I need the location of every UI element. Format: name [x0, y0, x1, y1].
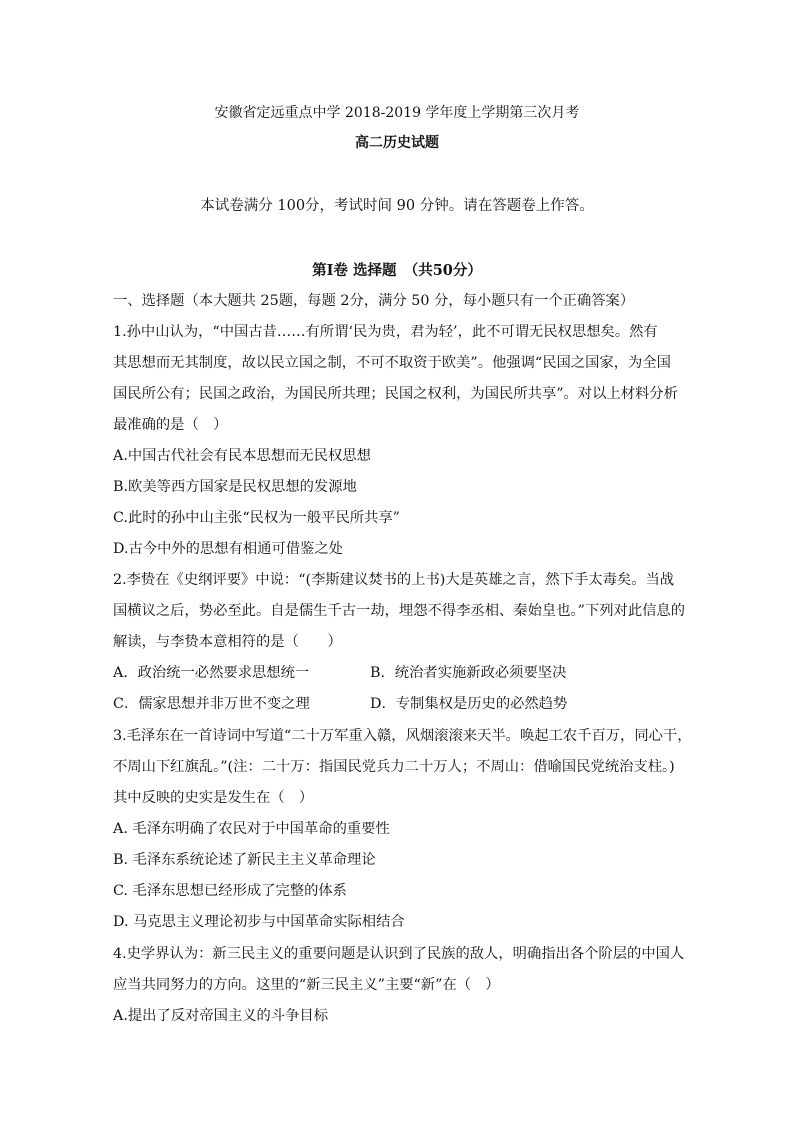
question-1-option-b: B.欧美等西方国家是民权思想的发源地	[113, 479, 357, 495]
section-heading: 第Ⅰ卷 选择题 （共50分）	[312, 262, 482, 279]
page-title: 安徽省定远重点中学 2018-2019 学年度上学期第三次月考	[214, 105, 580, 121]
exam-notice: 本试卷满分 100分，考试时间 90 分钟。请在答题卷上作答。	[200, 198, 594, 214]
question-3-option-b: B. 毛泽东系统论述了新民主主义革命理论	[113, 852, 376, 868]
question-2-option-b: B．统治者实施新政必须要坚决	[370, 665, 567, 681]
question-4-stem-line: 4.史学界认为：新三民主义的重要问题是认识到了民族的敌人，明确指出各个阶层的中国人	[113, 946, 685, 962]
question-2-option-d: D．专制集权是历史的必然趋势	[370, 696, 568, 712]
question-4-stem-line: 应当共同努力的方向。这里的“新三民主义”主要“新”在（ ）	[113, 977, 500, 993]
question-3-option-c: C. 毛泽东思想已经形成了完整的体系	[113, 883, 347, 899]
question-2-option-c: C．儒家思想并非万世不变之理	[113, 696, 310, 712]
question-1-stem-line: 1.孙中山认为，“中国古昔……有所谓‘民为贵，君为轻’，此不可谓无民权思想矣。然有	[113, 324, 658, 340]
question-1-option-c: C.此时的孙中山主张“民权为一般平民所共享”	[113, 510, 400, 526]
question-2-option-a: A．政治统一必然要求思想统一	[113, 665, 310, 681]
question-3-option-d: D. 马克思主义理论初步与中国革命实际相结合	[113, 914, 405, 930]
question-3-stem-line: 3.毛泽东在一首诗词中写道“二十万军重入赣，风烟滚滚来天半。唤起工农千百万，同心干，	[113, 728, 692, 744]
question-1-stem-line: 国民所公有；民国之政治，为国民所共理；民国之权利，为国民所共享”。对以上材料分析	[113, 386, 678, 402]
question-2-stem-line: 2.李贽在《史纲评要》中说：“(李斯建议焚书的上书)大是英雄之言，然下手太毒矣。当战	[113, 572, 675, 588]
question-4-option-a: A.提出了反对帝国主义的斗争目标	[113, 1008, 329, 1024]
section-instructions: 一、选择题（本大题共 25题，每题 2分，满分 50 分，每小题只有一个正确答案）	[113, 293, 635, 309]
question-1-option-d: D.古今中外的思想有相通可借鉴之处	[113, 541, 343, 557]
page-subtitle: 高二历史试题	[355, 135, 439, 151]
question-1-option-a: A.中国古代社会有民本思想而无民权思想	[113, 448, 371, 464]
question-3-stem-line: 不周山下红旗乱。”(注：二十万：指国民党兵力二十万人；不周山：借喻国民党统治支柱。)	[113, 759, 675, 775]
question-3-stem-line: 其中反映的史实是发生在（ ）	[113, 790, 314, 806]
question-1-stem-line: 最准确的是（ ）	[113, 417, 228, 433]
question-3-option-a: A. 毛泽东明确了农民对于中国革命的重要性	[113, 821, 390, 837]
question-2-stem-line: 解读，与李贽本意相符的是（ ）	[113, 634, 342, 650]
question-1-stem-line: 其思想而无其制度，故以民立国之制，不可不取资于欧美”。他强调“民国之国家，为全国	[113, 355, 671, 371]
question-2-stem-line: 国横议之后，势必至此。自是儒生千古一劫，埋怨不得李丞相、秦始皇也。”下列对此信息的	[113, 603, 686, 619]
